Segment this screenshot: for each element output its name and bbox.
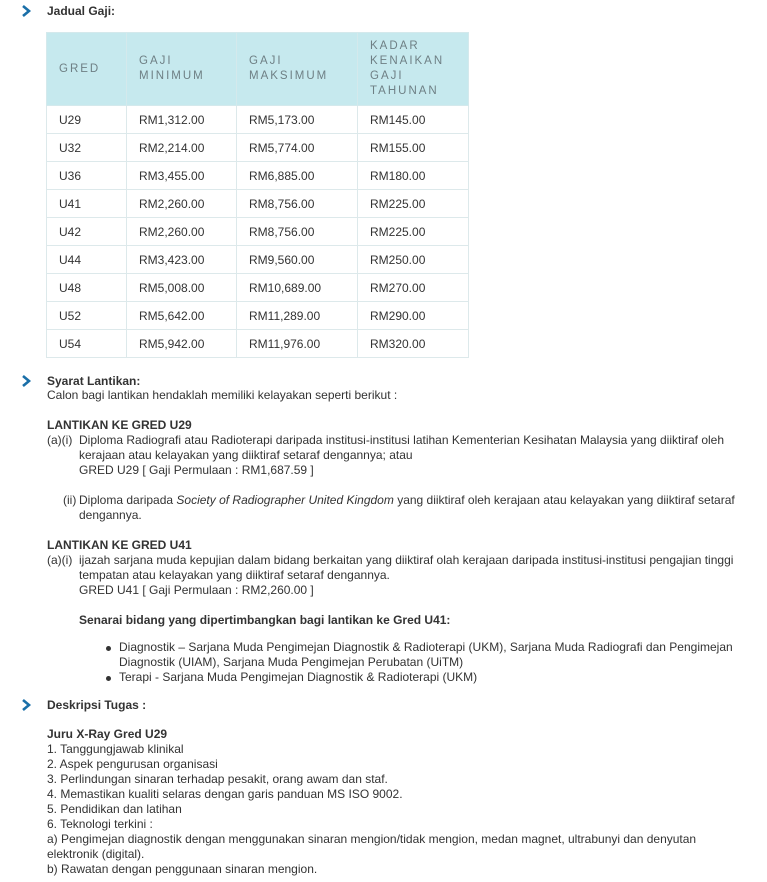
cell-gaji-maksimum: RM5,774.00 bbox=[237, 134, 358, 162]
u29-a-line3: GRED U29 [ Gaji Permulaan : RM1,687.59 ] bbox=[79, 463, 314, 477]
cell-gaji-minimum: RM2,260.00 bbox=[127, 190, 237, 218]
u29-heading: LANTIKAN KE GRED U29 bbox=[47, 418, 192, 432]
table-row bbox=[47, 246, 469, 274]
table-header-row bbox=[47, 33, 469, 106]
cell-gaji-minimum: RM5,642.00 bbox=[127, 302, 237, 330]
section-title-jadual-gaji: Jadual Gaji: bbox=[47, 4, 116, 18]
cell-gred: U36 bbox=[47, 162, 127, 190]
header-kadar-kenaikan: KADAR KENAIKAN GAJI TAHUNAN bbox=[358, 33, 469, 106]
cell-kadar-kenaikan: RM180.00 bbox=[358, 162, 469, 190]
cell-gaji-maksimum: RM5,173.00 bbox=[237, 106, 358, 134]
cell-gaji-maksimum: RM11,289.00 bbox=[237, 302, 358, 330]
u29-a-line1: Diploma Radiografi atau Radioterapi daripada institusi-institusi latihan Kementerian Kesihatan Malaysia yang diiktiraf oleh bbox=[79, 433, 725, 447]
u41-a-line2: tempatan atau kelayakan yang diiktiraf setaraf dengannya. bbox=[79, 568, 390, 582]
deskripsi-b-line: b) Rawatan dengan penggunaan sinaran mengion. bbox=[47, 862, 318, 876]
bullet2: Terapi - Sarjana Muda Pengimejan Diagnostik & Radioterapi (UKM) bbox=[119, 670, 478, 684]
cell-gred: U44 bbox=[47, 246, 127, 274]
u41-a-line1: ijazah sarjana muda kepujian dalam bidang berkaitan yang diiktiraf olah kerajaan daripada institusi-institusi pengajian tinggi bbox=[79, 553, 734, 567]
deskripsi-item: 5. Pendidikan dan latihan bbox=[47, 802, 182, 816]
syarat-intro: Calon bagi lantikan hendaklah memiliki kelayakan seperti berikut : bbox=[47, 388, 398, 402]
u29-ii-pre: Diploma daripada bbox=[79, 493, 177, 507]
cell-gaji-maksimum: RM6,885.00 bbox=[237, 162, 358, 190]
section-title-deskripsi-tugas: Deskripsi Tugas : bbox=[47, 698, 147, 712]
cell-gaji-maksimum: RM9,560.00 bbox=[237, 246, 358, 274]
cell-gaji-maksimum: RM8,756.00 bbox=[237, 218, 358, 246]
cell-gaji-maksimum: RM11,976.00 bbox=[237, 330, 358, 358]
u29-a-label: (a)(i) bbox=[47, 433, 73, 447]
cell-gred: U32 bbox=[47, 134, 127, 162]
u29-a-line2: kerajaan atau kelayakan yang diiktiraf setaraf dengannya; atau bbox=[79, 448, 413, 462]
cell-gred: U52 bbox=[47, 302, 127, 330]
u29-ii-italic: Society of Radiographer United Kingdom bbox=[176, 493, 394, 507]
cell-kadar-kenaikan: RM320.00 bbox=[358, 330, 469, 358]
cell-gred: U29 bbox=[47, 106, 127, 134]
table-row bbox=[47, 330, 469, 358]
cell-kadar-kenaikan: RM250.00 bbox=[358, 246, 469, 274]
salary-table bbox=[46, 32, 469, 358]
chevron-right-icon bbox=[21, 5, 33, 17]
cell-gred: U41 bbox=[47, 190, 127, 218]
cell-kadar-kenaikan: RM155.00 bbox=[358, 134, 469, 162]
table-row bbox=[47, 218, 469, 246]
cell-gaji-maksimum: RM8,756.00 bbox=[237, 190, 358, 218]
u41-heading: LANTIKAN KE GRED U41 bbox=[47, 538, 192, 552]
bullet1-line1: Diagnostik – Sarjana Muda Pengimejan Diagnostik & Radioterapi (UKM), Sarjana Muda Radiografi dan Pengimejan bbox=[119, 640, 733, 654]
deskripsi-a-line1: a) Pengimejan diagnostik dengan menggunakan sinaran mengion/tidak mengion, medan magnet, ultrabunyi dan denyutan bbox=[47, 832, 697, 846]
header-gaji-maksimum: GAJI MAKSIMUM bbox=[237, 33, 358, 106]
cell-gaji-minimum: RM5,008.00 bbox=[127, 274, 237, 302]
header-gaji-minimum: GAJI MINIMUM bbox=[127, 33, 237, 106]
senarai-heading: Senarai bidang yang dipertimbangkan bagi lantikan ke Gred U41: bbox=[79, 613, 451, 627]
table-row bbox=[47, 162, 469, 190]
cell-gred: U42 bbox=[47, 218, 127, 246]
cell-kadar-kenaikan: RM290.00 bbox=[358, 302, 469, 330]
section-title-syarat-lantikan: Syarat Lantikan: bbox=[47, 374, 141, 388]
table-row bbox=[47, 134, 469, 162]
table-row bbox=[47, 302, 469, 330]
deskripsi-item: 2. Aspek pengurusan organisasi bbox=[47, 757, 218, 771]
u29-ii-post: yang diiktiraf oleh kerajaan atau kelayakan yang diiktiraf setaraf bbox=[393, 493, 735, 507]
cell-gaji-minimum: RM3,455.00 bbox=[127, 162, 237, 190]
table-row bbox=[47, 106, 469, 134]
deskripsi-item: 3. Perlindungan sinaran terhadap pesakit, orang awam dan staf. bbox=[47, 772, 388, 786]
cell-kadar-kenaikan: RM225.00 bbox=[358, 218, 469, 246]
u29-ii-line2: dengannya. bbox=[79, 508, 142, 522]
cell-gaji-minimum: RM2,260.00 bbox=[127, 218, 237, 246]
cell-kadar-kenaikan: RM145.00 bbox=[358, 106, 469, 134]
u41-a-label: (a)(i) bbox=[47, 553, 73, 567]
bullet1-line2: Diagnostik (UIAM), Sarjana Muda Pengimejan Perubatan (UiTM) bbox=[119, 655, 464, 669]
cell-gred: U54 bbox=[47, 330, 127, 358]
bullet-dot bbox=[106, 676, 111, 681]
cell-gaji-minimum: RM3,423.00 bbox=[127, 246, 237, 274]
header-gred: GRED bbox=[47, 33, 127, 106]
deskripsi-item: 1. Tanggungjawab klinikal bbox=[47, 742, 184, 756]
cell-gaji-minimum: RM5,942.00 bbox=[127, 330, 237, 358]
deskripsi-item: 4. Memastikan kualiti selaras dengan garis panduan MS ISO 9002. bbox=[47, 787, 403, 801]
bullet-dot bbox=[106, 646, 111, 651]
cell-gred: U48 bbox=[47, 274, 127, 302]
cell-kadar-kenaikan: RM270.00 bbox=[358, 274, 469, 302]
u29-ii-line1 bbox=[79, 493, 735, 508]
cell-gaji-minimum: RM1,312.00 bbox=[127, 106, 237, 134]
u41-a-line3: GRED U41 [ Gaji Permulaan : RM2,260.00 ] bbox=[79, 583, 314, 597]
u29-ii-label: (ii) bbox=[63, 493, 77, 507]
chevron-right-icon bbox=[21, 699, 33, 711]
chevron-right-icon bbox=[21, 375, 33, 387]
deskripsi-heading: Juru X-Ray Gred U29 bbox=[47, 727, 168, 741]
deskripsi-a-line2: elektronik (digital). bbox=[47, 847, 145, 861]
cell-gaji-minimum: RM2,214.00 bbox=[127, 134, 237, 162]
table-row bbox=[47, 274, 469, 302]
cell-kadar-kenaikan: RM225.00 bbox=[358, 190, 469, 218]
table-row bbox=[47, 190, 469, 218]
cell-gaji-maksimum: RM10,689.00 bbox=[237, 274, 358, 302]
deskripsi-item: 6. Teknologi terkini : bbox=[47, 817, 153, 831]
